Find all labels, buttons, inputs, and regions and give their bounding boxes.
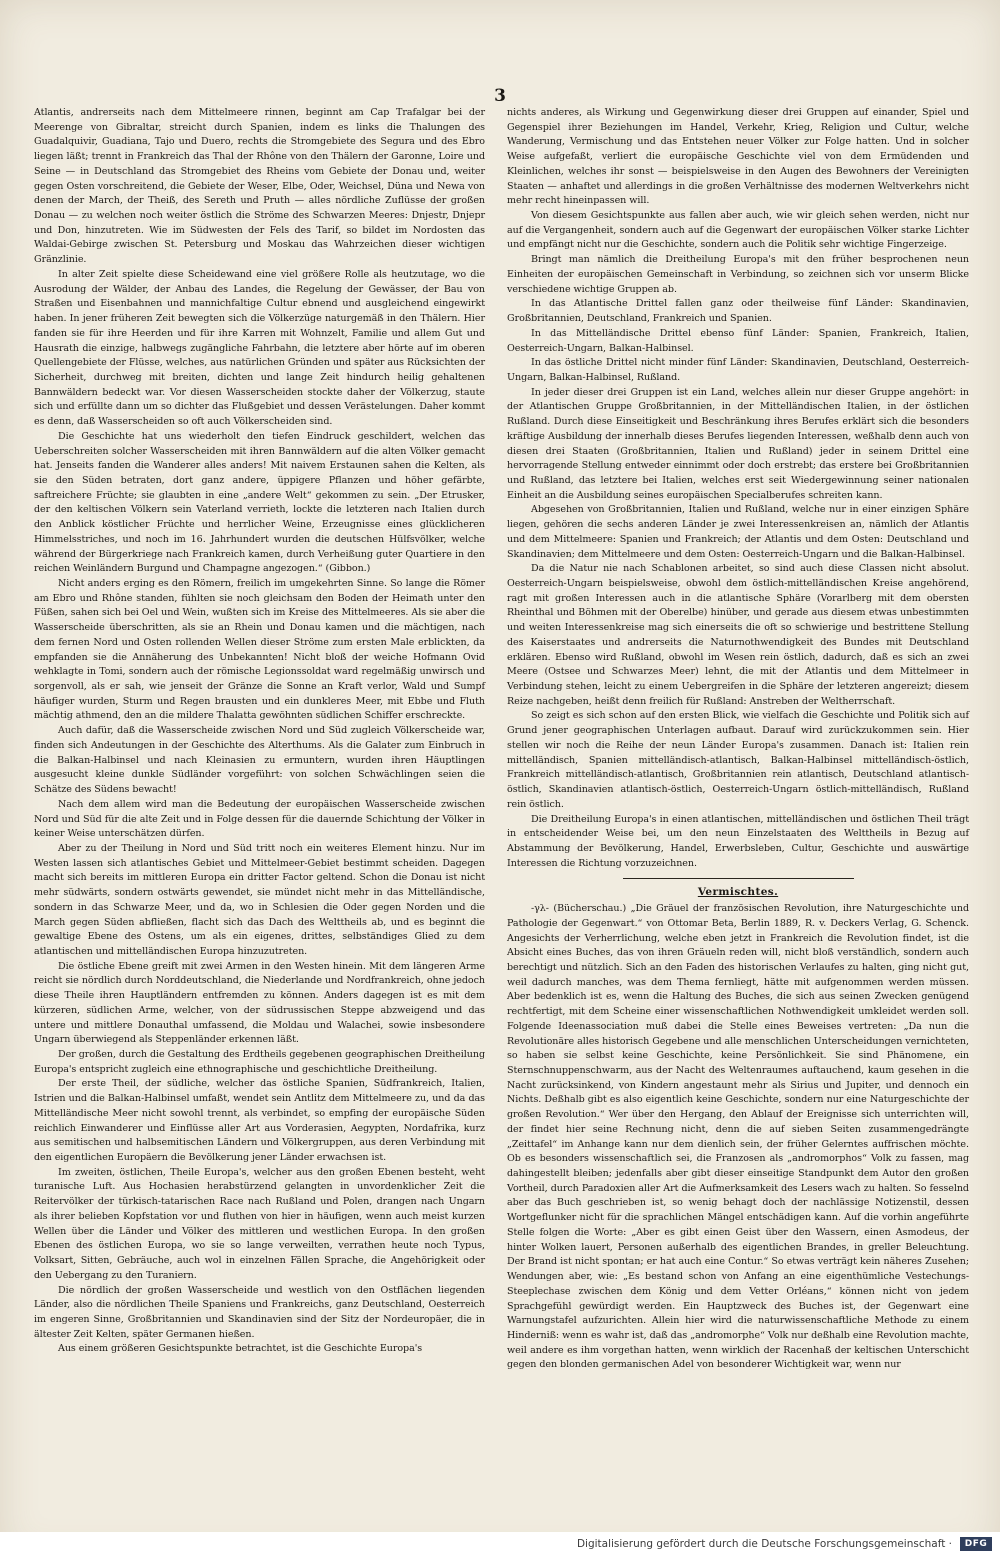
right-column bbox=[507, 106, 969, 1373]
right-paragraph: Abgesehen von Großbritannien, Italien und Rußland, welche nur in einer einzigen Sphäre liegen, gehören die sechs anderen Länder je zwei Interessenkreisen an, nämlich der Atlantis und dem Mittelmeere: Spanien und Frankreich; der Atlantis und dem Osten: Deutschland und Skandinavien; dem Mittelmeere und dem Osten: Oesterreich-Ungarn und die Balkan-Halbinsel. bbox=[507, 504, 969, 560]
section-title-vermischtes: Vermischtes. bbox=[697, 886, 779, 899]
dfg-logo: DFG bbox=[960, 1537, 992, 1551]
left-paragraph: In alter Zeit spielte diese Scheidewand eine viel größere Rolle als heutzutage, wo die Ausrodung der Wälder, der Anbau des Landes, die Regelung der Gewässer, der Bau von Straßen und Eisenbahnen und mannichfaltige Cultur ebnend und ausgleichend eingewirkt haben. In jener früheren Zeit bewegten sich die Völkerzüge naturgemäß in den Thälern. Hier fanden sie für ihre Heerden und für ihre Karren mit Wohnzelt, Familie und allem Gut und Hausrath die einzige, halbwegs zugängliche Fahrbahn, die letztere aber hörte auf im oberen Quellengebiete der Flüsse, welches, aus natürlichen Gründen und später aus Rücksichten der Sicherheit, durchweg mit breiten, dichten und lange Zeit hindurch heilig gehaltenen Bannwäldern bedeckt war. Vor diesen Wasserscheiden stockte daher der Völkerzug, staute sich und erfüllte dann um so dichter das Flußgebiet und dessen Verästelungen. Daher kommt es denn, daß Wasserscheiden so oft auch Völkerscheiden sind. bbox=[34, 268, 485, 428]
left-paragraph: Auch dafür, daß die Wasserscheide zwischen Nord und Süd zugleich Völkerscheide war, finden sich Andeutungen in der Geschichte des Alterthums. Als die Galater zum Einbruch in die Balkan-Halbinsel und nach Kleinasien zu ermuntern, wurden ihren Häuptlingen ausgesucht kleine dunkle Südländer vorgeführt: von solchen Schwächlingen seien die Schätze des Südens bewacht! bbox=[34, 725, 485, 796]
right-paragraph: So zeigt es sich schon auf den ersten Blick, wie vielfach die Geschichte und Politik sich auf Grund jener geographischen Unterlagen aufbaut. Darauf wird zurückzukommen sein. Hier stellen wir noch die Reihe der neun Länder Europa's zusammen. Danach ist: Italien rein mittelländisch, Spanien mittelländisch-atlantisch, Balkan-Halbinsel mittelländisch-östlich, Frankreich mittelländisch-atlantisch, Großbritannien rein atlantisch, Deutschland atlantisch-östlich, Skandinavien atlantisch-östlich, Oesterreich-Ungarn östlich-mittelländisch, Rußland rein östlich. bbox=[507, 710, 969, 810]
left-paragraph: Aus einem größeren Gesichtspunkte betrachtet, ist die Geschichte Europa's bbox=[58, 1343, 423, 1355]
left-paragraph: Die östliche Ebene greift mit zwei Armen in den Westen hinein. Mit dem längeren Arme reicht sie nördlich durch Norddeutschland, die Niederlande und Nordfrankreich, ohne jedoch diese Theile ihren Hauptländern entfremden zu können. Anders dagegen ist es mit dem kürzeren, südlichen Arme, welcher, von der südrussischen Steppe abzweigend und das untere und mittlere Donauthal umfassend, die Moldau und Walachei, sowie insbesondere Ungarn überwiegend als Steppenländer erkennen läßt. bbox=[34, 960, 485, 1046]
section-divider bbox=[623, 878, 854, 879]
left-column bbox=[34, 106, 485, 1357]
page-number: 3 bbox=[494, 86, 506, 106]
left-paragraph: Aber zu der Theilung in Nord und Süd tritt noch ein weiteres Element hinzu. Nur im Westen lassen sich atlantisches Gebiet und Mittelmeer-Gebiet bestimmt scheiden. Dagegen macht sich bereits im mittleren Europa ein dritter Factor geltend. Schon die Donau ist nicht mehr südwärts, sondern ostwärts gewendet, sie mündet nicht mehr in das Mittelländische, sondern in das Schwarze Meer, und da, wo in Schlesien die Oder gegen Norden und die March gegen Süden abfließen, flacht sich das Dach des Welttheils ab, und es beginnt die gewaltige Ebene des Ostens, um als ein eigenes, drittes, selbständiges Glied zu dem atlantischen und mittelländischen Europa hinzuzutreten. bbox=[34, 842, 485, 957]
right-paragraph: In das östliche Drittel nicht minder fünf Länder: Skandinavien, Deutschland, Oesterreich-Ungarn, Balkan-Halbinsel, Rußland. bbox=[507, 357, 969, 383]
right-paragraph: Die Dreitheilung Europa's in einen atlantischen, mittelländischen und östlichen Theil trägt in entscheidender Weise bei, um den neun Einzelstaaten des Welttheils in Bezug auf Abstammung der Bevölkerung, Handel, Erwerbsleben, Cultur, Geschichte und auswärtige Interessen die Richtung vorzuzeichnen. bbox=[507, 813, 969, 869]
left-paragraph: Im zweiten, östlichen, Theile Europa's, welcher aus den großen Ebenen besteht, weht turanische Luft. Aus Hochasien herabstürzend gelangten in unvordenklicher Zeit die Reitervölker der türkisch-tatarischen Race nach Rußland und Polen, drangen nach Ungarn als ihrer belieben Kopfstation vor und fluthen von hier in häufigen, wenn auch meist kurzen Wellen über die Länder und Völker des mittleren und westlichen Europa. In den großen Ebenen des östlichen Europa, wo sie so lange verweilten, verrathen heute noch Typus, Volksart, Sitten, Gebräuche, auch wol in einzelnen Fällen Sprache, die Angehörigkeit oder den Uebergang zu den Turaniern. bbox=[34, 1166, 485, 1281]
right-paragraph: In jeder dieser drei Gruppen ist ein Land, welches allein nur dieser Gruppe angehört: in der Atlantischen Gruppe Großbritannien, in der Mittelländischen Italien, in der östlichen Rußland. Durch diese Einseitigkeit und Beschränkung ihres Berufes erklärt sich die besonders kräftige Ausbildung der innerhalb dieses Berufes liegenden Interessen, weßhalb denn auch von diesen drei Staaten (Großbritannien, Italien und Rußland) jeder in seinem Drittel eine hervorragende Stellung entweder einnimmt oder doch erstrebt; das erstere bei Großbritannien und Rußland, das letztere bei Italien, welches erst seit Wiedergewinnung seiner nationalen Einheit an die Ausbildung seines europäischen Specialberufes schreiten kann. bbox=[507, 386, 969, 501]
footer-credit: Digitalisierung gefördert durch die Deutsche Forschungsgemeinschaft · bbox=[576, 1538, 952, 1550]
right-paragraph: In das Atlantische Drittel fallen ganz oder theilweise fünf Länder: Skandinavien, Großbritannien, Deutschland, Frankreich und Spanien. bbox=[507, 298, 969, 325]
right-paragraph: Bringt man nämlich die Dreitheilung Europa's mit den früher besprochenen neun Einheiten der europäischen Gemeinschaft in Verbindung, so zeichnen sich vor unserm Blicke verschiedene wichtige Gruppen ab. bbox=[507, 254, 969, 295]
digitization-footer bbox=[0, 1532, 1000, 1558]
left-paragraph: Die Geschichte hat uns wiederholt den tiefen Eindruck geschildert, welchen das Ueberschreiten solcher Wasserscheiden mit ihren Bannwäldern auf die alten Völker gemacht hat. Jenseits fanden die Wanderer alles anders! Mit naivem Erstaunen sahen die Kelten, als sie den Süden betraten, dort ganz andere, üppigere Pflanzen und höher gefärbte, saftreichere Früchte; sie glaubten in eine „andere Welt“ gekommen zu sein. „Der Etrusker, der den keltischen Völkern sein Vaterland verrieth, lockte die letzteren nach Italien durch den Anblick köstlicher Früchte und herrlicher Weine, Erzeugnisse eines glücklicheren Himmelsstriches, und noch im 16. Jahrhundert wurden die deutschen Hülfsvölker, welche während der Bürgerkriege nach Frankreich kamen, durch Verheißung guter Quartiere in den reichen Weinländern Burgund und Champagne angezogen.“ (Gibbon.) bbox=[34, 430, 485, 575]
vermischtes-paragraph: -γλ- (Bücherschau.) „Die Gräuel der französischen Revolution, ihre Naturgeschichte und Pathologie der Gegenwart.“ von Ottomar Beta, Berlin 1889, R. v. Deckers Verlag, G. Schenck. Angesichts der Verherrlichung, welche eben jetzt in Frankreich die Revolution findet, ist die Absicht eines Buches, das von ihren Gräueln reden will, nicht bloß verständlich, sondern auch berechtigt und nützlich. Sich an den Faden des historischen Verlaufes zu halten, ging nicht gut, weil dadurch manches, was dem Thema fernliegt, hätte mit aufgenommen werden müssen. Aber bedenklich ist es, wenn die Haltung des Buches, die sich aus seinen Zwecken genügend rechtfertigt, mit dem Scheine einer wissenschaftlichen Nothwendigkeit umkleidet werden soll. Folgende Ideenassociation muß dabei die Stelle eines Beweises vertreten: „Da nun die Revolutionäre alles historisch Gegebene und alle menschlichen Unterscheidungen vernichteten, so haben sie selbst keine Geschichte, keine Persönlichkeit. Sie sind Phänomene, ein Sternschnuppenschwarm, aus der Nacht des Weltenraumes auftauchend, kaum gesehen in die Nacht zurücksinkend, von Kindern angestaunt mehr als Sirius und Jupiter, und dennoch ein Nichts. Deßhalb gibt es also eigentlich keine Geschichte, sondern nur eine Naturgeschichte der großen Revolution.“ Wer über den Hergang, den Ablauf der Ereignisse sich unterrichten will, der findet hier seine Rechnung nicht, denn die auf sieben Seiten zusammengedrängte „Zeittafel“ im Anhange kann nur dem dienlich sein, der früher Gelerntes auffrischen möchte. Ob es besonders wissenschaftlich sei, die Franzosen als „andromorphos“ Volk zu fassen, mag dahingestellt bleiben; jedenfalls aber gibt dieser einseitige Standpunkt dem Autor den großen Vortheil, durch Paradoxien aller Art die Aufmerksamkeit des Lesers wach zu halten. So fesselnd aber das Buch geschrieben ist, so wenig behagt doch der nachlässige Notizenstil, dessen Wortgeflunker nicht für die sprachlichen Mängel entschädigen kann. Auf die vorhin angeführte Stelle folgen die Worte: „Aber es gibt einen Geist über den Wassern, einen Asmodeus, der hinter Wolken lauert, Personen außerhalb des eigentlichen Brandes, in greller Beleuchtung. Der Brand ist nicht spontan; er hat auch eine Contur.“ So etwas verträgt kein näheres Zusehen; Wendungen aber, wie: „Es bestand schon von Anfang an eine eigenthümliche Vestechungs-Steeplechase zwischen dem König und dem Vetter Orléans,“ können nicht von jedem Sprachgefühl gewürdigt werden. Ein Hauptzweck des Buches ist, der Gegenwart eine Warnungstafel aufzurichten. Allein hier wird die naturwissenschaftliche Methode zu einem Hinderniß: wenn es wahr ist, daß das „andromorphe“ Volk nur deßhalb eine Revolution machte, weil andere es ihm vorgethan hatten, wenn wirklich der Racenhaß der keltischen Unterschicht gegen den blonden germanischen Adel von besonderer Wichtigkeit war, wenn nur bbox=[507, 903, 969, 1371]
right-paragraph: Da die Natur nie nach Schablonen arbeitet, so sind auch diese Classen nicht absolut. Oesterreich-Ungarn beispielsweise, obwohl dem östlich-mittelländischen Kreise angehörend, ragt mit großen Interessen auch in die atlantische Sphäre (Vorarlberg mit dem obersten Rheinthal und Böhmen mit der Oberelbe) hinüber, und gerade aus diesem etwas unbestimmten und weiten Interessenkreise mag sich einerseits die oft so schwierige und bestrittene Stellung des Kaiserstaates und andrerseits die Naturnothwendigkeit des Bundes mit Deutschland erklären. Ebenso wird Rußland, obwohl im Wesen rein östlich, dadurch, daß es sich an zwei Meere (Ostsee und Schwarzes Meer) lehnt, die mit der Atlantis und dem Mittelmeer in Verbindung stehen, leicht zu einem Uebergreifen in die Sphäre der letzteren angereizt; diesem Reize nachgeben, heißt denn freilich für Rußland: Anstreben der Weltherrschaft. bbox=[507, 563, 969, 707]
left-paragraph: Der erste Theil, der südliche, welcher das östliche Spanien, Südfrankreich, Italien, Istrien und die Balkan-Halbinsel umfaßt, wendet sein Antlitz dem Mittelmeere zu, und da das Mittelländische Meer nicht sowohl trennt, als verbindet, so empfing der europäische Süden reichlich Einwanderer und Einflüsse aller Art aus Vorderasien, Aegypten, Nordafrika, kurz aus semitischen und halbsemitischen Ländern und Völkergruppen, aus deren Verbindung mit den eigentlichen Europäern die Bevölkerung jener Länder erwachsen ist. bbox=[34, 1078, 485, 1164]
left-paragraph: Nicht anders erging es den Römern, freilich im umgekehrten Sinne. So lange die Römer am Ebro und Rhône standen, fühlten sie noch gleichsam den Boden der Heimath unter den Füßen, sahen sich bei Oel und Wein, wußten sich im Kreise des Mittelmeeres. Als sie aber die Wasserscheide überschritten, als sie an Rhein und Donau kamen und die mächtigen, nach dem fernen Nord und Osten rollenden Wellen dieser Ströme zum ersten Male erblickten, da empfanden sie die Annäherung des Unbekannten! Nicht bloß der weiche Hofmann Ovid wehklagte in Tomi, sondern auch der römische Legionssoldat ward regelmäßig unwirsch und sorgenvoll, als er sah, wie jenseit der Gränze die Sonne an Kraft verlor, Wald und Sumpf häufiger wurden, Sturm und Regen brausten und ein dunkleres Meer, mit Ebbe und Fluth mächtig athmend, den an die mildere Thalatta gewöhnten südlichen Schiffer erschreckte. bbox=[34, 578, 485, 722]
left-paragraph: Der großen, durch die Gestaltung des Erdtheils gegebenen geographischen Dreitheilung Europa's entspricht zugleich eine ethnographische und geschichtliche Dreitheilung. bbox=[34, 1049, 485, 1075]
right-paragraph: In das Mittelländische Drittel ebenso fünf Länder: Spanien, Frankreich, Italien, Oesterreich-Ungarn, Balkan-Halbinsel. bbox=[507, 327, 969, 354]
right-paragraph: Von diesem Gesichtspunkte aus fallen aber auch, wie wir gleich sehen werden, nicht nur auf die Vergangenheit, sondern auch auf die Gegenwart der europäischen Völker starke Lichter und empfängt nicht nur die Geschichte, sondern auch die Politik sehr wichtige Fingerzeige. bbox=[507, 210, 969, 251]
left-paragraph: Atlantis, andrerseits nach dem Mittelmeere rinnen, beginnt am Cap Trafalgar bei der Meerenge von Gibraltar, streicht durch Spanien, indem es links die Thalungen des Guadalquivir, Guadiana, Tajo und Duero, rechts die Stromgebiete des Segura und des Ebro liegen läßt; trennt in Frankreich das Thal der Rhône von den Thälern der Garonne, Loire und Seine — in Deutschland das Stromgebiet des Rheins vom Gebiete der Donau und, weiter gegen Osten vorschreitend, die Gebiete der Weser, Elbe, Oder, Weichsel, Düna und Newa von denen der March, der Theiß, des Sereth und Pruth — alles nördliche Zuflüsse der großen Donau — zu welchen noch weiter östlich die Ströme des Schwarzen Meeres: Dnjestr, Dnjepr und Don, hinzutreten. Wie im Südwesten der Fels des Tarif, so bildet im Nordosten das Waldai-Gebirge zwischen St. Petersburg und Moskau das Wahrzeichen dieser wichtigen Gränzlinie. bbox=[34, 107, 485, 266]
right-paragraph: nichts anderes, als Wirkung und Gegenwirkung dieser drei Gruppen auf einander, Spiel und Gegenspiel ihrer Beziehungen im Handel, Verkehr, Krieg, Religion und Cultur, welche Wanderung, Vermischung und das Entstehen neuer Völker zur Folge hatten. Und in solcher Weise aufgefaßt, verliert die europäische Geschichte viel von dem Ermüdenden und Kleinlichen, welches ihr sonst — beispielsweise in den Augen des Bewohners der Vereinigten Staaten — anhaftet und allerdings in die großen Verhältnisse des modernen Weltverkehrs nicht mehr recht hineinpassen will. bbox=[507, 107, 969, 207]
left-paragraph: Die nördlich der großen Wasserscheide und westlich von den Ostflächen liegenden Länder, also die nördlichen Theile Spaniens und Frankreichs, ganz Deutschland, Oesterreich im engeren Sinne, Großbritannien und Skandinavien sind der Sitz der Nordeuropäer, die in ältester Zeit Kelten, später Germanen hießen. bbox=[34, 1284, 485, 1340]
left-paragraph: Nach dem allem wird man die Bedeutung der europäischen Wasserscheide zwischen Nord und Süd für die alte Zeit und in Folge dessen für die dauernde Schichtung der Völker in keiner Weise unterschätzen dürfen. bbox=[34, 798, 485, 840]
